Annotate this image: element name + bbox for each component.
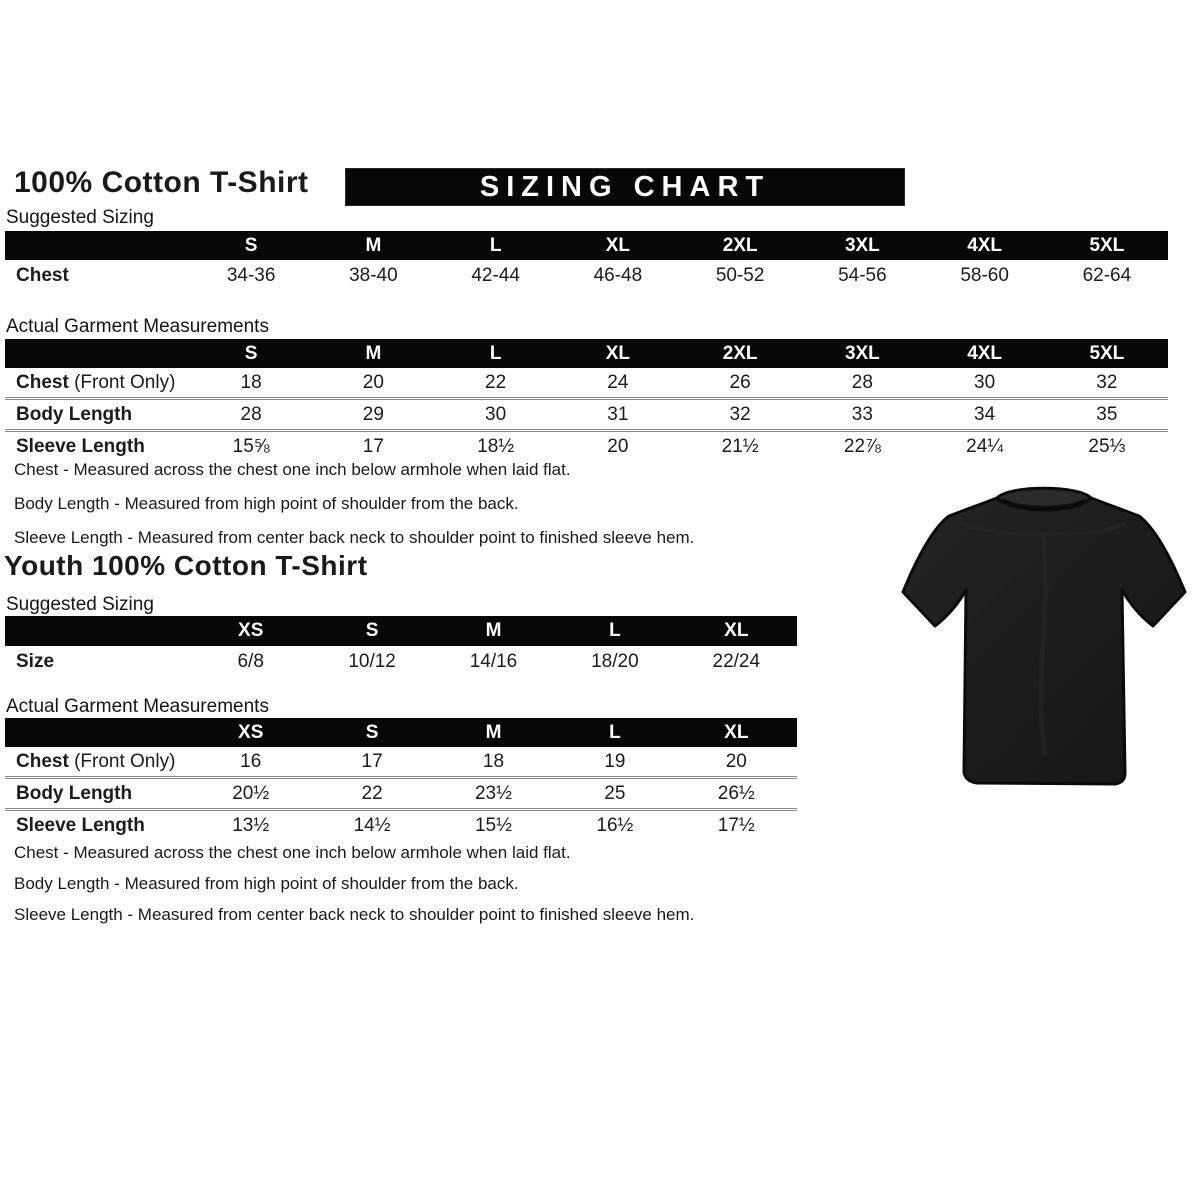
youth-suggested-heading: Suggested Sizing xyxy=(6,594,154,615)
row-label: Size xyxy=(16,650,55,672)
cell: 32 xyxy=(679,399,801,431)
row-label-note: (Front Only) xyxy=(74,750,176,772)
note-line: Chest - Measured across the chest one inch below armhole when laid flat. xyxy=(14,843,571,862)
adult-actual-header-row xyxy=(5,339,1168,368)
cell: 62-64 xyxy=(1082,265,1132,286)
cell: 31 xyxy=(557,399,679,431)
corner-cell xyxy=(5,718,190,747)
cell: 16½ xyxy=(596,814,634,836)
black-tshirt-image xyxy=(893,476,1193,814)
corner-cell xyxy=(5,339,190,368)
row-label: Sleeve Length xyxy=(16,435,145,457)
cell: 22 xyxy=(311,778,432,810)
row-label: Sleeve Length xyxy=(16,814,145,836)
size-col-header: M xyxy=(312,339,434,368)
cell: 22 xyxy=(435,368,557,399)
cell: 46-48 xyxy=(593,265,643,286)
size-col-header: XS xyxy=(190,616,311,646)
size-col-header: 4XL xyxy=(924,231,1046,260)
cell: 35 xyxy=(1046,399,1168,431)
size-col-header: XL xyxy=(557,339,679,368)
cell: 24 xyxy=(557,368,679,399)
youth-suggested-table xyxy=(5,616,797,677)
corner-cell xyxy=(5,616,190,646)
adult-measurement-notes xyxy=(14,460,694,562)
size-col-header: M xyxy=(433,616,554,646)
cell: 50-52 xyxy=(715,265,765,286)
row-label: Body Length xyxy=(5,778,190,810)
row-label-note: (Front Only) xyxy=(74,371,176,393)
cell: 30 xyxy=(435,399,557,431)
cell: 24¼ xyxy=(966,435,1004,457)
adult-actual-table xyxy=(5,339,1168,461)
cell: 16 xyxy=(190,747,311,778)
cell: 26½ xyxy=(676,778,797,810)
cell: 14½ xyxy=(353,814,391,836)
table-row xyxy=(5,646,797,677)
size-col-header: 3XL xyxy=(801,339,923,368)
cell: 28 xyxy=(801,368,923,399)
row-label-main: Chest xyxy=(16,750,69,772)
size-col-header: S xyxy=(190,339,312,368)
adult-suggested-heading: Suggested Sizing xyxy=(6,207,154,228)
cell: 22/24 xyxy=(712,650,761,672)
size-col-header: XL xyxy=(676,616,797,646)
youth-actual-table xyxy=(5,718,797,840)
cell: 58-60 xyxy=(960,265,1009,286)
cell: 21½ xyxy=(721,435,759,457)
cell: 29 xyxy=(312,399,434,431)
size-col-header: L xyxy=(435,231,557,260)
size-col-header: M xyxy=(312,231,434,260)
cell: 25⅓ xyxy=(1088,435,1126,457)
cell: 54-56 xyxy=(838,265,887,286)
corner-cell xyxy=(5,231,190,260)
size-col-header: 5XL xyxy=(1046,231,1168,260)
cell: 33 xyxy=(801,399,923,431)
size-col-header: M xyxy=(433,718,554,747)
size-col-header: 2XL xyxy=(679,231,801,260)
sizing-chart-banner: SIZING CHART xyxy=(345,168,905,206)
cell: 25 xyxy=(554,778,675,810)
row-label: Body Length xyxy=(5,399,190,431)
youth-title: Youth 100% Cotton T-Shirt xyxy=(4,550,368,581)
cell: 32 xyxy=(1046,368,1168,399)
cell: 38-40 xyxy=(349,265,398,286)
youth-suggested-header-row xyxy=(5,616,797,646)
youth-actual-heading: Actual Garment Measurements xyxy=(6,696,269,717)
youth-measurement-notes xyxy=(14,843,694,936)
cell: 13½ xyxy=(232,814,270,836)
size-col-header: XL xyxy=(676,718,797,747)
cell: 23½ xyxy=(433,778,554,810)
cell: 10/12 xyxy=(348,650,396,672)
cell: 17½ xyxy=(717,814,755,836)
table-row xyxy=(5,399,1168,431)
cell: 6/8 xyxy=(237,650,264,672)
size-col-header: L xyxy=(554,616,675,646)
cell: 18½ xyxy=(477,435,515,457)
note-line: Sleeve Length - Measured from center back neck to shoulder point to finished sleeve hem. xyxy=(14,528,695,547)
size-col-header: 5XL xyxy=(1046,339,1168,368)
cell: 34-36 xyxy=(226,265,276,286)
cell: 28 xyxy=(190,399,312,431)
size-col-header: 2XL xyxy=(679,339,801,368)
cell: 19 xyxy=(554,747,675,778)
tshirt-collar xyxy=(997,488,1091,508)
size-col-header: L xyxy=(435,339,557,368)
table-row xyxy=(5,778,797,810)
table-row xyxy=(5,368,1168,399)
size-col-header: XS xyxy=(190,718,311,747)
cell: 20 xyxy=(676,747,797,778)
size-col-header: L xyxy=(554,718,675,747)
adult-suggested-header-row xyxy=(5,231,1168,260)
row-label xyxy=(5,368,190,399)
cell: 18 xyxy=(190,368,312,399)
cell: 18 xyxy=(433,747,554,778)
size-col-header: 3XL xyxy=(801,231,923,260)
cell: 20 xyxy=(312,368,434,399)
cell: 17 xyxy=(311,747,432,778)
adult-actual-heading: Actual Garment Measurements xyxy=(6,316,269,337)
row-label: Chest xyxy=(16,265,69,286)
page-title: 100% Cotton T-Shirt xyxy=(14,166,309,199)
size-col-header: XL xyxy=(557,231,679,260)
size-col-header: 4XL xyxy=(924,339,1046,368)
cell: 20 xyxy=(607,435,629,457)
tshirt-graphic xyxy=(893,476,1193,814)
size-col-header: S xyxy=(311,718,432,747)
note-line: Body Length - Measured from high point of shoulder from the back. xyxy=(14,494,519,513)
note-line: Chest - Measured across the chest one inch below armhole when laid flat. xyxy=(14,460,571,479)
adult-suggested-table xyxy=(5,231,1168,292)
cell: 17 xyxy=(362,435,384,457)
cell: 34 xyxy=(924,399,1046,431)
table-row xyxy=(5,810,797,841)
row-label xyxy=(5,747,190,778)
table-row xyxy=(5,431,1168,462)
note-line: Body Length - Measured from high point of shoulder from the back. xyxy=(14,874,519,893)
cell: 30 xyxy=(924,368,1046,399)
row-label-main: Chest xyxy=(16,371,69,393)
table-row xyxy=(5,747,797,778)
cell: 14/16 xyxy=(469,650,518,672)
cell: 26 xyxy=(679,368,801,399)
cell: 22⅞ xyxy=(843,435,881,457)
cell: 18/20 xyxy=(591,650,639,672)
size-col-header: S xyxy=(311,616,432,646)
cell: 15⅝ xyxy=(232,435,270,457)
cell: 15½ xyxy=(474,814,512,836)
table-row xyxy=(5,260,1168,292)
cell: 20½ xyxy=(190,778,311,810)
youth-actual-header-row xyxy=(5,718,797,747)
size-col-header: S xyxy=(190,231,312,260)
note-line: Sleeve Length - Measured from center back neck to shoulder point to finished sleeve hem. xyxy=(14,905,695,924)
cell: 42-44 xyxy=(471,265,520,286)
